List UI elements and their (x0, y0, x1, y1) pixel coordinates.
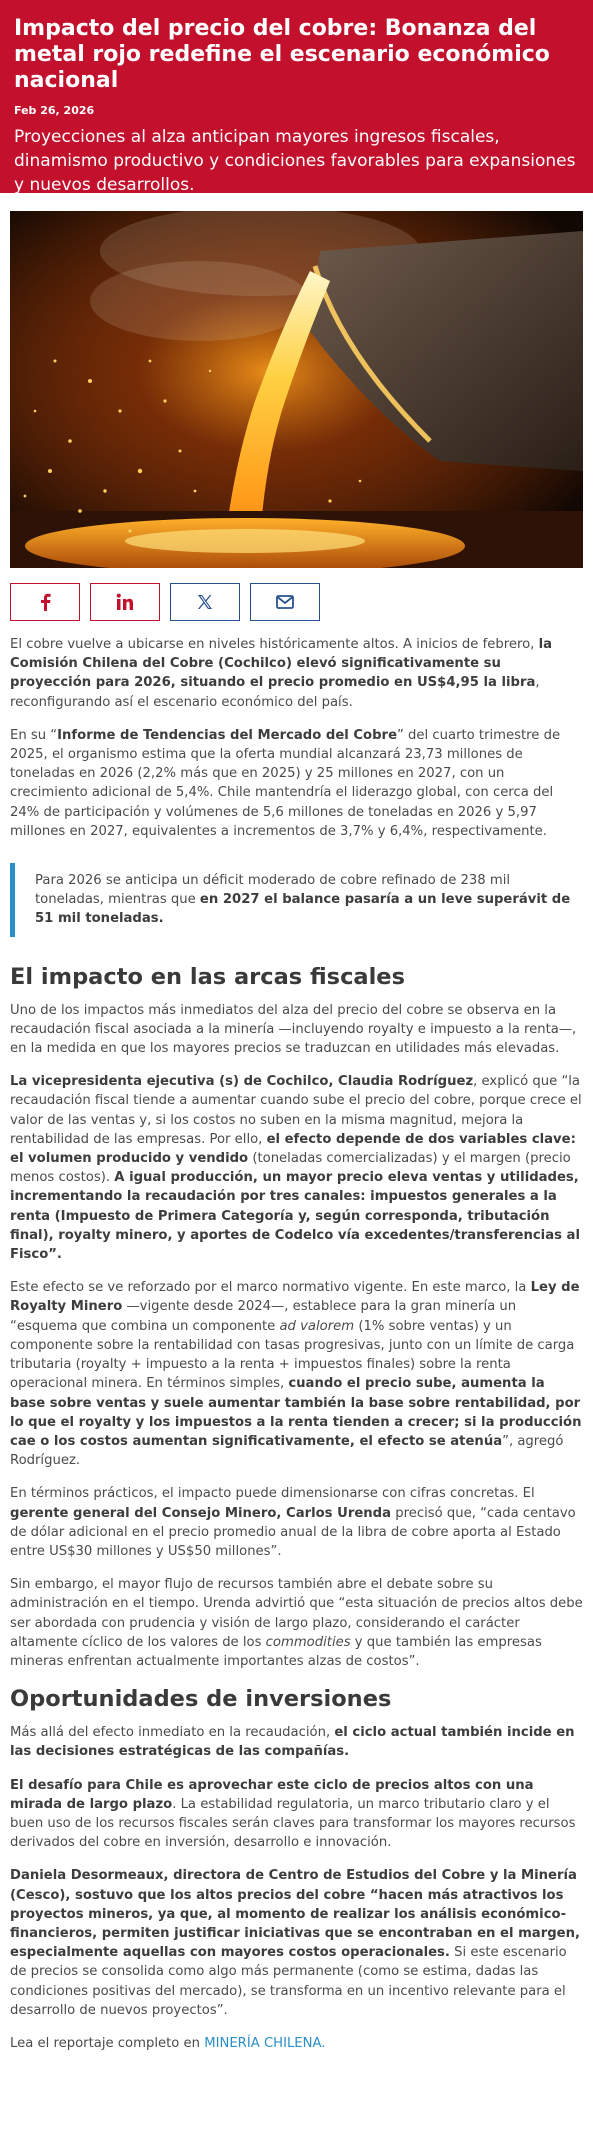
text: Para 2026 se anticipa un déficit moderado de cobre refinado de 238 mil toneladas, mientras que (35, 873, 511, 908)
text: , explicó que “la recaudación fiscal tiende a aumentar cuando sube el precio del cobre, porque crece el valor de las ventas y, si los costos no suben en la misma magnitud, mejora la rentabilidad de las empresas. Por ello, (10, 1074, 582, 1147)
article-date: Feb 26, 2026 (14, 104, 95, 117)
paragraph-cesco (10, 1866, 583, 2020)
bold-text: el ciclo actual también incide en las decisiones estratégicas de las compañías. (10, 1725, 575, 1760)
paragraph-informe (10, 726, 583, 841)
share-facebook-button[interactable] (10, 583, 80, 621)
text: (1% sobre ventas) y un componente sobre la rentabilidad con tasas progresivas, junto con un límite de carga tributaria (royalty + impuesto a la renta + impuestos finales) sobre la renta operacional minera. En términos simples, (10, 1318, 575, 1392)
x-icon (197, 594, 213, 610)
italic-text: ad valorem (279, 1318, 355, 1334)
paragraph-strategic (10, 1723, 583, 1761)
text: y que también las empresas mineras enfrentan actualmente importantes alzas de costos”. (10, 1634, 542, 1669)
text: Lea el reportaje completo en (10, 2035, 205, 2051)
mineria-chilena-link[interactable]: MINERÍA CHILENA. (204, 2035, 326, 2051)
bold-text: Ley de Royalty Minero (10, 1280, 580, 1315)
text: En términos prácticos, el impacto puede dimensionarse con cifras concretas. El (10, 1486, 535, 1502)
bold-text: La vicepresidenta ejecutiva (s) de Cochilco, Claudia Rodríguez (10, 1074, 474, 1090)
email-icon (276, 595, 294, 609)
text: , reconfigurando así el escenario económico del país. (10, 675, 540, 710)
text: Más allá del efecto inmediato en la recaudación, (10, 1725, 335, 1741)
facebook-icon (38, 593, 52, 611)
paragraph-challenge (10, 1776, 583, 1853)
text: El cobre vuelve a ubicarse en niveles históricamente altos. A inicios de febrero, (10, 637, 539, 652)
quote-text (35, 871, 583, 929)
article-subtitle: Proyecciones al alza anticipan mayores ingresos fiscales, dinamismo productivo y condiciones favorables para expansiones y nuevos desarrollos. (14, 127, 576, 195)
section-heading-investments: Oportunidades de inversiones (10, 1686, 392, 1713)
text: ” del cuarto trimestre de 2025, el organismo estima que la oferta mundial alcanzará 23,73 millones de toneladas en 2026 (2,2% más que en 2025) y 25 millones en 2027, con un crecimiento adicional de 5,4%. Chile mantendría el liderazgo global, con cerca del 24% de participación y volúmenes de 5,6 millones de toneladas en 2026 y 5,97 millones en 2027, equivalentes a incrementos de 3,7% y 6,4%, respectivamente. (10, 727, 561, 839)
text: . La estabilidad regulatoria, un marco tributario claro y el buen uso de los recursos fiscales serán claves para transformar los mayores recursos derivados del cobre en inversión, desarrollo e innovación. (10, 1796, 576, 1851)
text: (toneladas comercializadas) y el margen (precio menos costos). (10, 1151, 571, 1186)
article-title: Impacto del precio del cobre: Bonanza del metal rojo redefine el escenario económico nacional (14, 16, 550, 93)
paragraph-cochilco-quote (10, 1072, 583, 1264)
section-heading-fiscal: El impacto en las arcas fiscales (10, 963, 405, 990)
share-linkedin-button[interactable] (90, 583, 160, 621)
text: —vigente desde 2024—, establece para la gran minería un “esquema que combina un componente (10, 1299, 517, 1334)
article-header (0, 0, 593, 193)
text: Sin embargo, el mayor flujo de recursos también abre el debate sobre su administración en el tiempo. Urenda advirtió que “esta situación de precios altos debe ser abordada con prudencia y visión de largo plazo, considerando el carácter altamente cíclico de los valores de los (10, 1577, 583, 1650)
paragraph-royalty-law (10, 1278, 583, 1470)
italic-text: commodities (265, 1634, 351, 1650)
bold-text: gerente general del Consejo Minero, Carlos Urenda (10, 1505, 392, 1521)
text: ”, agregó Rodríguez. (10, 1433, 564, 1469)
bold-text: cuando el precio sube, aumenta la base sobre ventas y suele aumentar también la base sobre rentabilidad, por lo que el royalty y los impuestos a la renta tienden a crecer; si la producción cae o los costos aumentan significativamente, el efecto se atenúa (10, 1376, 582, 1449)
highlight-quote (10, 863, 583, 937)
share-email-button[interactable] (250, 583, 320, 621)
paragraph-read-more (10, 2034, 583, 2053)
bold-text: la Comisión Chilena del Cobre (Cochilco) elevó significativamente su proyección para 2026, situando el precio promedio en US$4,95 la libra (10, 637, 552, 691)
bold-text: A igual producción, un mayor precio eleva ventas y utilidades, incrementando la recaudación por tres canales: impuestos generales a la renta (Impuesto de Primera Categoría y, según corresponda, tributación final), royalty minero, y aportes de Codelco vía excedentes/transferencias al Fisco”. (10, 1170, 580, 1263)
hero-image (10, 211, 583, 568)
linkedin-icon (116, 593, 134, 611)
bold-text: el efecto depende de dos variables clave: el volumen producido y vendido (10, 1131, 576, 1167)
bold-text: Daniela Desormeaux, directora de Centro de Estudios del Cobre y la Minería (Cesco), sostuvo que los altos precios del cobre “hacen más atractivos los proyectos mineros, ya que, al momento de realizar los análisis económico-financieros, permiten justificar iniciativas que se encontraban en el margen, especialmente aquellas con mayores costos operacionales. (10, 1868, 580, 1961)
paragraph-urenda-warning (10, 1575, 583, 1671)
bold-text: en 2027 el balance pasaría a un leve superávit de 51 mil toneladas. (35, 892, 571, 927)
text: Si este escenario de precios se consolida como algo más permanente (como se estima, dadas las condiciones positivas del mercado), se transforma en un incentivo relevante para el desarrollo de nuevos proyectos”. (10, 1945, 567, 2018)
bold-text: El desafío para Chile es aprovechar este ciclo de precios altos con una mirada de largo plazo (10, 1777, 534, 1812)
share-bar (10, 583, 593, 621)
paragraph-fiscal-impact: Uno de los impactos más inmediatos del alza del precio del cobre se observa en la recaudación fiscal asociada a la minería —incluyendo royalty e impuesto a la renta—, en la medida en que los mayores precios se traduzcan en utilidades más elevadas. (10, 1002, 577, 1057)
bold-text: Informe de Tendencias del Mercado del Cobre (57, 727, 398, 743)
share-x-button[interactable] (170, 583, 240, 621)
paragraph-consejo-minero (10, 1484, 583, 1561)
article-body (0, 635, 593, 2053)
text: En su “ (10, 727, 58, 743)
text: Este efecto se ve reforzado por el marco normativo vigente. En este marco, la (10, 1280, 531, 1296)
molten-copper-pour-illustration (10, 211, 583, 568)
text: precisó que, “cada centavo de dólar adicional en el precio promedio anual de la libra de cobre aporta al Estado entre US$30 millones y US$50 millones”. (10, 1505, 576, 1559)
paragraph-intro (10, 635, 583, 712)
